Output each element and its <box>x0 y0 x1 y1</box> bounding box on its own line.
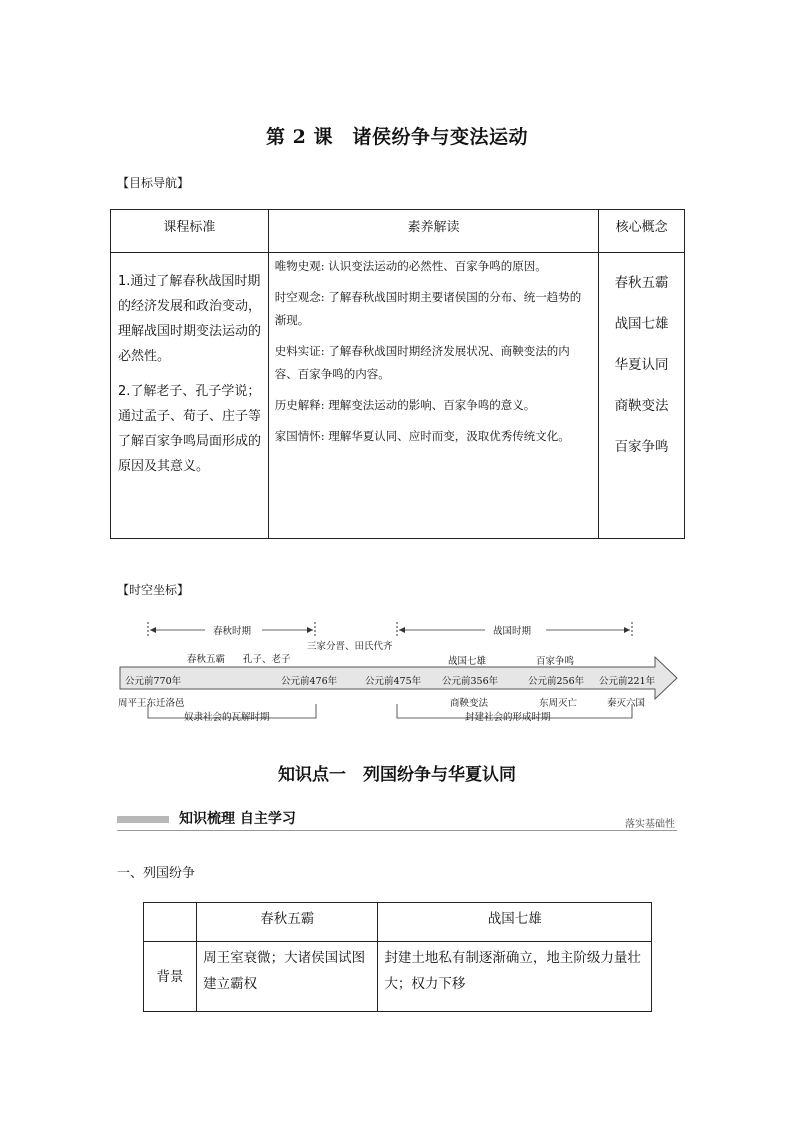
spring-background: 周王室衰微；大诸侯国试图建立霸权 <box>197 942 378 1012</box>
header-standard: 课程标准 <box>111 210 269 253</box>
header-warring-states: 战国七雄 <box>378 903 652 942</box>
slave-period-label: 奴隶社会的瓦解时期 <box>184 712 270 723</box>
event-above: 战国七雄 <box>448 656 487 667</box>
date-label: 公元前770年 <box>125 676 182 687</box>
spring-autumn-label: 春秋时期 <box>213 626 252 637</box>
literacy-item: 唯物史观: 认识变法运动的必然性、百家争鸣的原因。 <box>274 259 547 273</box>
subsection-heading: 一、列国纷争 <box>117 866 196 881</box>
concept-item: 华夏认同 <box>614 357 669 373</box>
header-spring-autumn: 春秋五霸 <box>197 903 378 942</box>
standards-cell <box>111 253 269 539</box>
banner-divider <box>117 830 677 831</box>
event-above: 百家争鸣 <box>536 656 575 667</box>
literacy-label: 史料实证: <box>274 344 325 358</box>
concept-item: 商鞅变法 <box>614 398 669 414</box>
banner-bar <box>117 816 169 823</box>
warring-states-label: 战国时期 <box>493 626 532 637</box>
event-above: 春秋五霸 <box>187 654 226 665</box>
banner-title: 知识梳理 自主学习 <box>179 811 296 827</box>
event-below: 商鞅变法 <box>450 698 489 709</box>
event-below: 东周灭亡 <box>539 698 578 709</box>
literacy-item: 史料实证: 了解春秋战国时期经济发展状况、商鞅变法的内容、百家争鸣的内容。 <box>274 344 570 381</box>
arrowhead <box>150 627 156 633</box>
concept-item: 百家争鸣 <box>614 439 669 455</box>
goal-table <box>110 209 685 539</box>
concepts-cell <box>599 253 685 539</box>
event-above: 孔子、老子 <box>243 654 291 665</box>
standard-1: 1.通过了解春秋战国时期的经济发展和政治变动，理解战国时期变法运动的必然性。 <box>118 274 262 364</box>
goal-nav-label: 【目标导航】 <box>117 176 190 190</box>
literacy-label: 家国情怀: <box>274 429 325 443</box>
literacy-label: 唯物史观: <box>274 259 325 273</box>
date-label: 公元前256年 <box>528 676 585 687</box>
literacy-label: 时空观念: <box>274 290 325 304</box>
feudal-period-label: 封建社会的形成时期 <box>465 712 551 723</box>
date-label: 公元前476年 <box>281 676 338 687</box>
literacy-item: 时空观念: 了解春秋战国时期主要诸侯国的分布、统一趋势的渐现。 <box>274 290 582 327</box>
banner-right: 落实基础性 <box>625 819 675 830</box>
arrowhead <box>399 627 405 633</box>
concept-item: 战国七雄 <box>614 316 669 332</box>
section-banner <box>117 806 677 832</box>
literacy-item: 历史解释: 理解变法运动的影响、百家争鸣的意义。 <box>274 398 536 412</box>
event-below: 周平王东迁洛邑 <box>118 698 185 709</box>
warring-background: 封建土地私有制逐渐确立，地主阶级力量壮大；权力下移 <box>378 942 652 1012</box>
literacy-cell <box>268 253 598 539</box>
timeline-diagram <box>110 620 690 730</box>
row-label: 背景 <box>144 942 197 1012</box>
date-label: 公元前356年 <box>442 676 499 687</box>
knowledge-title: 知识点一 列国纷争与华夏认同 <box>278 765 516 785</box>
partition-label: 三家分晋、田氏代齐 <box>307 641 393 652</box>
date-label: 公元前221年 <box>599 676 656 687</box>
corner-cell <box>144 903 197 942</box>
concept-item: 春秋五霸 <box>614 275 669 291</box>
standard-2: 2.了解老子、孔子学说；通过孟子、荀子、庄子等了解百家争鸣局面形成的原因及其意义。 <box>118 384 262 474</box>
header-concepts: 核心概念 <box>599 210 685 253</box>
header-literacy: 素养解读 <box>268 210 598 253</box>
page-title: 第 2 课 诸侯纷争与变法运动 <box>266 126 528 148</box>
literacy-label: 历史解释: <box>274 398 325 412</box>
war-table <box>143 902 652 1012</box>
event-below: 秦灭六国 <box>607 698 646 709</box>
arrowhead <box>624 627 630 633</box>
literacy-item: 家国情怀: 理解华夏认同、应时而变，汲取优秀传统文化。 <box>274 429 570 443</box>
timeline-label: 【时空坐标】 <box>117 583 190 597</box>
arrowhead <box>307 627 313 633</box>
date-label: 公元前475年 <box>365 676 422 687</box>
